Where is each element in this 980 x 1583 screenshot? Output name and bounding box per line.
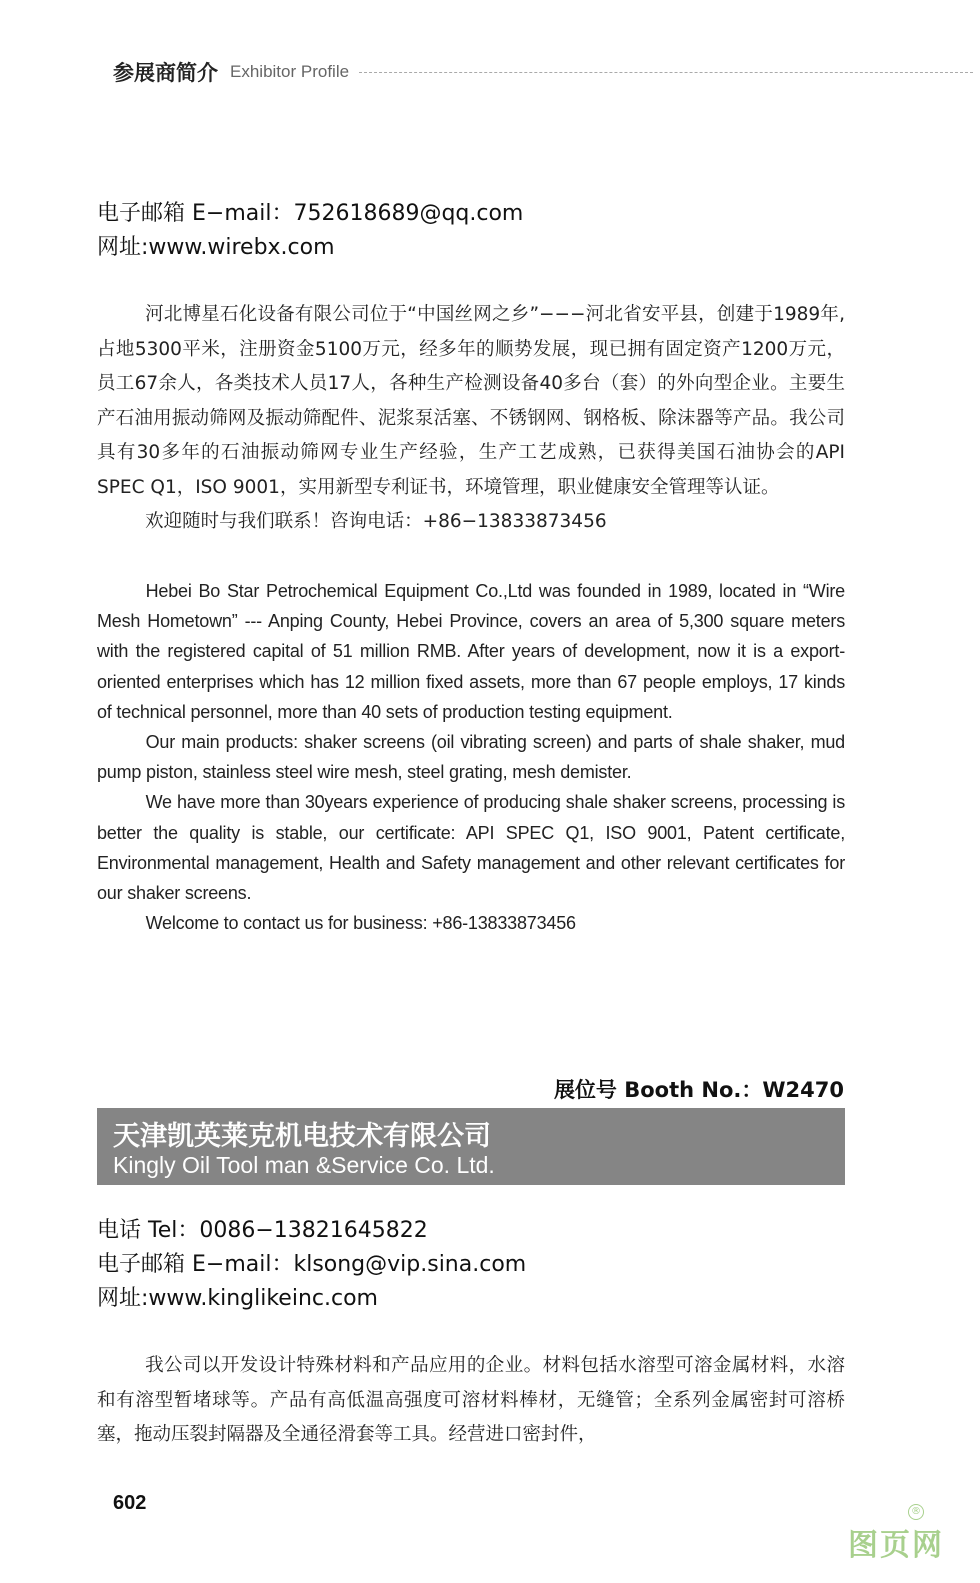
company2-desc-cn-paragraph: 我公司以开发设计特殊材料和产品应用的企业。材料包括水溶型可溶金属材料，水溶和有溶型暂堵球等。产品有高低温高强度可溶材料棒材，无缝管；全系列金属密封可溶桥塞，拖动压裂封隔器及全通径滑套等工具。经营进口密封件，: [97, 1355, 845, 1445]
company2-tel: 电话 Tel：0086−13821645822: [97, 1218, 428, 1243]
registered-mark: ®: [908, 1504, 924, 1520]
company1-desc-en-paragraph-2: Our main products: shaker screens (oil vibrating screen) and parts of shale shaker, mud pump piston, stainless steel wire mesh, steel grating, mesh demister.: [97, 732, 845, 783]
company1-description-cn: [97, 298, 845, 540]
company2-name-en: Kingly Oil Tool man &Service Co. Ltd.: [113, 1152, 495, 1178]
company2-name-cn: 天津凯英莱克机电技术有限公司: [113, 1121, 491, 1152]
company2-website: 网址:www.kinglikeinc.com: [97, 1286, 378, 1311]
company1-desc-en-paragraph-3: We have more than 30years experience of producing shale shaker screens, processing is better the quality is stable, our certificate: API SPEC Q1, ISO 9001, Patent certificate, Environmental management, Health and Safety management and other relevant certificates for our shaker screens.: [97, 792, 845, 904]
company1-welcome-en: Welcome to contact us for business: +86-13833873456: [145, 913, 576, 934]
company2-email: 电子邮箱 E−mail：klsong@vip.sina.com: [97, 1252, 527, 1277]
running-header: [113, 56, 973, 88]
company1-desc-cn-paragraph: 河北博星石化设备有限公司位于“中国丝网之乡”−−−河北省安平县，创建于1989年,占地5300平米，注册资金5100万元，经多年的顺势发展，现已拥有固定资产1200万元，员工67余人，各类技术人员17人，各种生产检测设备40多台（套）的外向型企业。主要生产石油用振动筛网及振动筛配件、泥浆泵活塞、不锈钢网、钢格板、除沫器等产品。我公司具有30多年的石油振动筛网专业生产经验，生产工艺成熟，已获得美国石油协会的API SPEC Q1，ISO 9001，实用新型专利证书，环境管理，职业健康安全管理等认证。: [97, 304, 845, 498]
watermark-text: 图页网: [848, 1528, 944, 1563]
company1-website: 网址:www.wirebx.com: [97, 235, 335, 260]
header-title-en: Exhibitor Profile: [230, 62, 350, 81]
watermark-logo: [848, 1506, 973, 1570]
header-dashed-rule: [359, 72, 973, 73]
company1-email: 电子邮箱 E−mail：752618689@qq.com: [97, 201, 524, 226]
company2-name-banner: [97, 1108, 845, 1185]
company1-desc-en-paragraph-1: Hebei Bo Star Petrochemical Equipment Co.,Ltd was founded in 1989, located in “Wire Mesh Hometown” --- Anping County, Hebei Province, covers an area of 5,300 square meters with the registered capital of 51 million RMB. After years of development, now it is a export-oriented enterprises which has 12 million fixed assets, more than 67 people employs, 17 kinds of technical personnel, more than 40 sets of production testing equipment.: [97, 581, 845, 722]
company1-description-en: [97, 576, 845, 938]
company1-contact: [97, 197, 523, 265]
company1-welcome-cn: 欢迎随时与我们联系！咨询电话：+86−13833873456: [145, 511, 607, 532]
company2-booth-number: 展位号 Booth No.：W2470: [553, 1078, 844, 1102]
page-number: 602: [113, 1492, 147, 1514]
company2-contact: [97, 1214, 526, 1316]
header-title-cn: 参展商简介: [113, 61, 218, 85]
company2-description-cn: [97, 1349, 845, 1453]
